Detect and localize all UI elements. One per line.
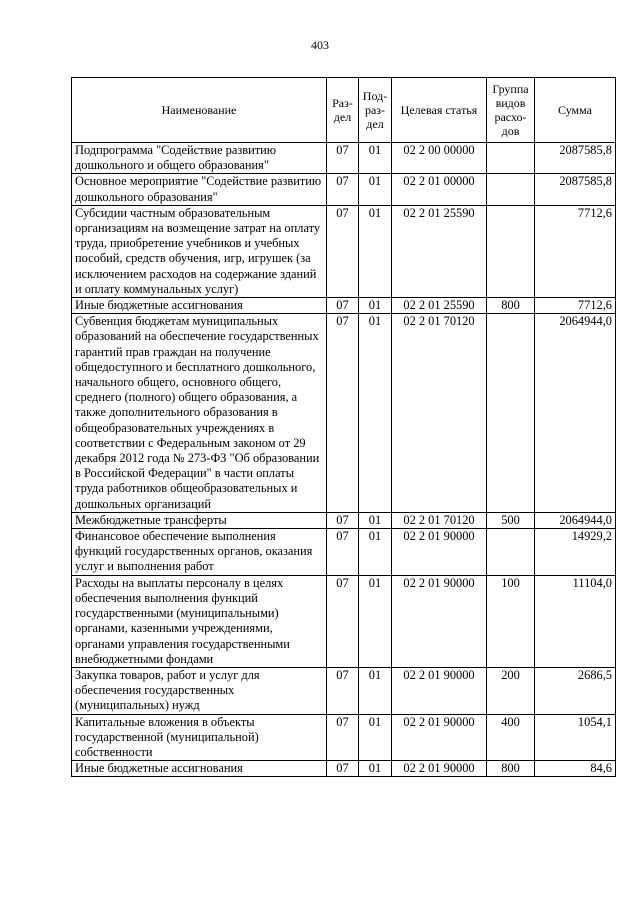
cell-sum: 2686,5 (535, 667, 616, 714)
cell-section: 07 (327, 714, 359, 761)
cell-name: Субсидии частным образовательным организациям на возмещение затрат на оплату труда, приобретение учебников и учебных пособий, средств обучения, игр, игрушек (за исключением расходов на содержание зданий и оплату коммунальных услуг) (72, 205, 327, 297)
table-row (72, 512, 616, 528)
table-row (72, 143, 616, 174)
cell-section: 07 (327, 761, 359, 777)
table-row (72, 205, 616, 297)
cell-sum: 14929,2 (535, 529, 616, 576)
cell-subsection: 01 (359, 575, 392, 667)
cell-subsection: 01 (359, 667, 392, 714)
cell-subsection: 01 (359, 529, 392, 576)
cell-subsection: 01 (359, 314, 392, 513)
cell-sum: 2064944,0 (535, 512, 616, 528)
header-target: Целевая статья (392, 78, 487, 143)
cell-name: Подпрограмма "Содействие развитию дошкольного и общего образования" (72, 143, 327, 174)
cell-section: 07 (327, 174, 359, 205)
cell-sum: 1054,1 (535, 714, 616, 761)
cell-section: 07 (327, 143, 359, 174)
cell-group: 100 (487, 575, 535, 667)
table-header-row (72, 78, 616, 143)
cell-section: 07 (327, 575, 359, 667)
cell-group: 200 (487, 667, 535, 714)
cell-target: 02 2 01 25590 (392, 298, 487, 314)
cell-target: 02 2 01 90000 (392, 529, 487, 576)
cell-subsection: 01 (359, 174, 392, 205)
cell-name: Расходы на выплаты персоналу в целях обеспечения выполнения функций государственными (муниципальными) органами, казенными учреждениями, органами управления государственными внебюджетными фондами (72, 575, 327, 667)
cell-subsection: 01 (359, 143, 392, 174)
table-row (72, 761, 616, 777)
cell-group: 800 (487, 761, 535, 777)
cell-name: Финансовое обеспечение выполнения функций государственных органов, оказания услуг и выполнения работ (72, 529, 327, 576)
cell-target: 02 2 01 90000 (392, 575, 487, 667)
table-row (72, 314, 616, 513)
cell-section: 07 (327, 512, 359, 528)
table-row (72, 667, 616, 714)
header-section: Раз-дел (327, 78, 359, 143)
cell-target: 02 2 01 70120 (392, 314, 487, 513)
header-subsection: Под-раз-дел (359, 78, 392, 143)
header-name: Наименование (72, 78, 327, 143)
table-row (72, 714, 616, 761)
cell-target: 02 2 01 25590 (392, 205, 487, 297)
cell-subsection: 01 (359, 298, 392, 314)
cell-target: 02 2 01 70120 (392, 512, 487, 528)
cell-sum: 7712,6 (535, 205, 616, 297)
cell-target: 02 2 01 90000 (392, 714, 487, 761)
cell-group (487, 174, 535, 205)
cell-sum: 11104,0 (535, 575, 616, 667)
cell-section: 07 (327, 298, 359, 314)
cell-group (487, 143, 535, 174)
page-number: 403 (311, 38, 329, 52)
cell-sum: 2087585,8 (535, 143, 616, 174)
cell-group: 400 (487, 714, 535, 761)
header-group: Группа видов расхо-дов (487, 78, 535, 143)
cell-group (487, 205, 535, 297)
cell-group: 800 (487, 298, 535, 314)
cell-target: 02 2 01 90000 (392, 761, 487, 777)
cell-sum: 84,6 (535, 761, 616, 777)
cell-subsection: 01 (359, 512, 392, 528)
cell-subsection: 01 (359, 205, 392, 297)
table-row (72, 529, 616, 576)
cell-section: 07 (327, 667, 359, 714)
cell-sum: 2064944,0 (535, 314, 616, 513)
cell-sum: 2087585,8 (535, 174, 616, 205)
cell-group (487, 314, 535, 513)
cell-name: Субвенция бюджетам муниципальных образований на обеспечение государственных гарантий прав граждан на получение общедоступного и бесплатного дошкольного, начального общего, основного общего, среднего (полного) общего образования, а также дополнительного образования в общеобразовательных учреждениях в соответствии с Федеральным законом от 29 декабря 2012 года № 273-ФЗ "Об образовании в Российской Федерации" в части оплаты труда работников общеобразовательных и дошкольных организаций (72, 314, 327, 513)
cell-name: Закупка товаров, работ и услуг для обеспечения государственных (муниципальных) нужд (72, 667, 327, 714)
cell-target: 02 2 01 00000 (392, 174, 487, 205)
table-body (72, 143, 616, 777)
header-sum: Сумма (535, 78, 616, 143)
table-row (72, 174, 616, 205)
table-row (72, 575, 616, 667)
cell-name: Межбюджетные трансферты (72, 512, 327, 528)
cell-name: Иные бюджетные ассигнования (72, 761, 327, 777)
table-row (72, 298, 616, 314)
budget-table (71, 77, 616, 777)
cell-name: Капитальные вложения в объекты государственной (муниципальной) собственности (72, 714, 327, 761)
cell-subsection: 01 (359, 714, 392, 761)
cell-target: 02 2 01 90000 (392, 667, 487, 714)
cell-section: 07 (327, 205, 359, 297)
cell-section: 07 (327, 314, 359, 513)
cell-group (487, 529, 535, 576)
cell-sum: 7712,6 (535, 298, 616, 314)
cell-group: 500 (487, 512, 535, 528)
cell-name: Основное мероприятие "Содействие развитию дошкольного образования" (72, 174, 327, 205)
cell-subsection: 01 (359, 761, 392, 777)
cell-name: Иные бюджетные ассигнования (72, 298, 327, 314)
cell-target: 02 2 00 00000 (392, 143, 487, 174)
cell-section: 07 (327, 529, 359, 576)
